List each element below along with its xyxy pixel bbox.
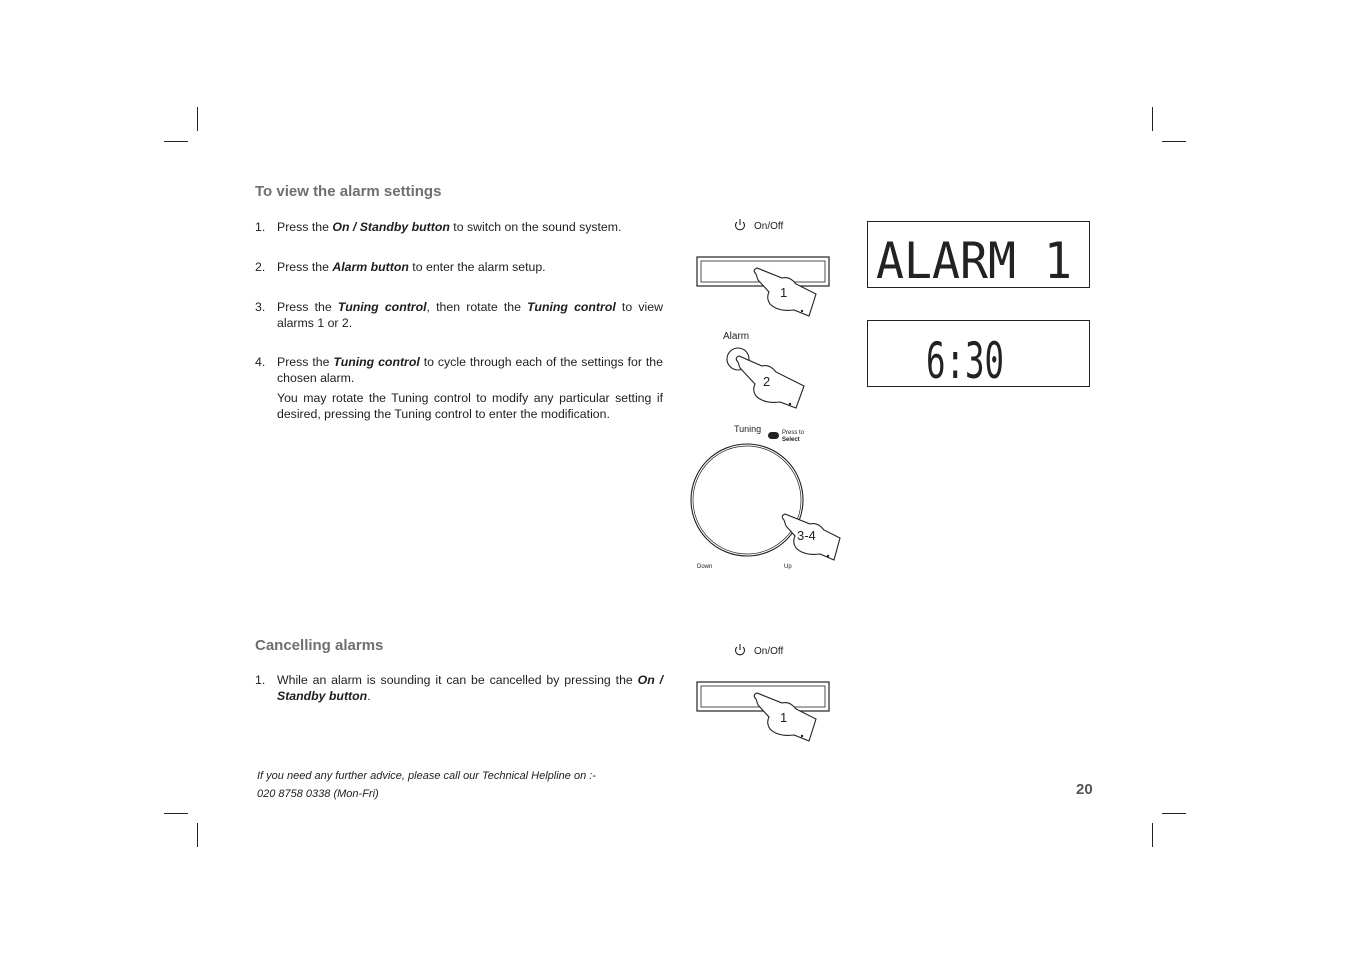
section-title-view-alarm: To view the alarm settings — [255, 183, 442, 200]
onoff-label: On/Off — [754, 646, 784, 657]
lcd-text: ALARM 1 — [876, 232, 1072, 286]
helpline-text: If you need any further advice, please call our Technical Helpline on :- — [257, 770, 596, 782]
section-title-cancel-alarms: Cancelling alarms — [255, 637, 384, 654]
power-icon — [736, 644, 745, 655]
onoff-label: On/Off — [754, 221, 784, 232]
page-number: 20 — [1076, 781, 1093, 798]
step-text: Press the Tuning control, then rotate the Tuning control to view alarms 1 or 2. — [277, 300, 663, 330]
lcd-display-time — [867, 320, 1090, 387]
step-text: Press the Alarm button to enter the alarm setup. — [277, 260, 546, 274]
crop-mark — [164, 813, 188, 814]
tuning-label: Tuning — [734, 424, 762, 434]
list-item — [255, 300, 663, 331]
power-icon — [736, 219, 745, 230]
step-number: 1. — [255, 673, 266, 687]
crop-mark — [1152, 823, 1153, 847]
lcd-readout — [868, 222, 1088, 286]
press-select-icon — [768, 432, 779, 439]
crop-mark — [1152, 107, 1153, 131]
down-label: Down — [697, 564, 713, 570]
helpline-number: 020 8758 0338 (Mon-Fri) — [257, 788, 379, 800]
lcd-text: 6:30 — [926, 332, 1004, 385]
crop-mark — [197, 823, 198, 847]
list-item — [255, 220, 663, 236]
step-number-badge: 1 — [780, 285, 788, 300]
lcd-readout — [868, 321, 1088, 385]
step-text: While an alarm is sounding it can be cancelled by pressing the On / Standby button. — [277, 673, 663, 703]
step-note: You may rotate the Tuning control to modify any particular setting if desired, pressing the Tuning control to enter the modification. — [277, 391, 663, 421]
step-text: Press the On / Standby button to switch on the sound system. — [277, 220, 622, 234]
step-text: Press the Tuning control to cycle through each of the settings for the chosen alarm. — [277, 355, 663, 385]
list-item — [255, 673, 663, 704]
select-label: Select — [782, 437, 800, 443]
step-number-badge: 3-4 — [797, 528, 816, 543]
step-number: 4. — [255, 355, 266, 369]
alarm-button-illustration — [700, 326, 820, 416]
up-label: Up — [784, 564, 792, 570]
cancel-onoff-illustration — [690, 639, 840, 747]
list-item — [255, 355, 663, 386]
alarm-label: Alarm — [723, 331, 750, 342]
crop-mark — [1162, 141, 1186, 142]
lcd-display-alarm — [867, 221, 1090, 288]
list-item — [255, 260, 663, 276]
tuning-control-illustration — [688, 420, 848, 576]
crop-mark — [1162, 813, 1186, 814]
step-number: 3. — [255, 300, 266, 314]
step-number: 1. — [255, 220, 266, 234]
onoff-button-illustration — [690, 214, 840, 322]
crop-mark — [164, 141, 188, 142]
step-number-badge: 1 — [780, 710, 788, 725]
press-to-label: Press to — [782, 430, 805, 436]
crop-mark — [197, 107, 198, 131]
step-number-badge: 2 — [763, 374, 771, 389]
step-number: 2. — [255, 260, 266, 274]
